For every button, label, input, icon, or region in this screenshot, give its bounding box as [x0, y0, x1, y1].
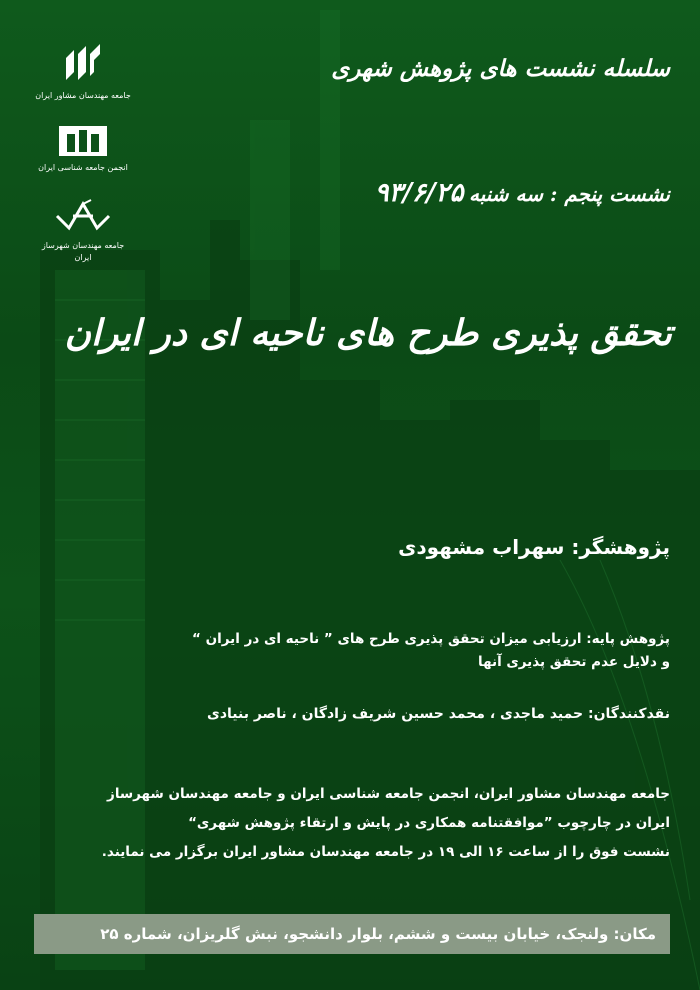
description-line-3: نشست فوق را از ساعت ۱۶ الی ۱۹ در جامعه مهندسان مشاور ایران برگزار می نمایند. — [101, 844, 670, 860]
urban-planners-logo-icon — [53, 196, 113, 236]
main-title: تحقق پذیری طرح های ناحیه ای در ایران — [64, 312, 672, 354]
logos-column — [18, 40, 148, 286]
sociology-association-logo-icon — [57, 124, 109, 158]
session-info — [375, 178, 670, 208]
urban-planners-caption-1: جامعه مهندسان شهرساز — [41, 241, 125, 250]
session-label: نشست پنجم : سه شنبه — [469, 182, 670, 206]
base-research — [110, 628, 670, 674]
description-line-2: ایران در چارچوب ”موافقتنامه همکاری در پایش و ارتقاء پژوهش شهری“ — [188, 815, 670, 831]
description — [30, 780, 670, 867]
description-line-1: جامعه مهندسان مشاور ایران، انجمن جامعه شناسی ایران و جامعه مهندسان شهرساز — [107, 786, 670, 802]
sociology-association-logo — [18, 124, 148, 174]
base-research-line-2: و دلایل عدم تحقق پذیری آنها — [478, 654, 670, 670]
base-research-line-1: پژوهش پایه: ارزیابی میزان تحقق پذیری طرح های ” ناحیه ای در ایران “ — [192, 631, 670, 647]
series-title: سلسله نشست های پژوهش شهری — [331, 55, 670, 82]
consulting-engineers-caption: جامعه مهندسان مشاور ایران — [35, 91, 131, 100]
consulting-engineers-logo-icon — [60, 40, 106, 86]
researcher: پژوهشگر: سهراب مشهودی — [398, 535, 670, 559]
sociology-association-caption: انجمن جامعه شناسی ایران — [38, 163, 128, 172]
urban-planners-logo — [18, 196, 148, 264]
session-date: ۹۳/۶/۲۵ — [374, 178, 464, 208]
urban-planners-caption-2: ایران — [74, 253, 92, 262]
consulting-engineers-logo — [18, 40, 148, 102]
location-bar: مکان: ولنجک، خیابان بیست و ششم، بلوار دانشجو، نبش گلریزان، شماره ۲۵ — [34, 914, 670, 954]
critics: نقدکنندگان: حمید ماجدی ، محمد حسین شریف زادگان ، ناصر بنیادی — [207, 706, 670, 722]
